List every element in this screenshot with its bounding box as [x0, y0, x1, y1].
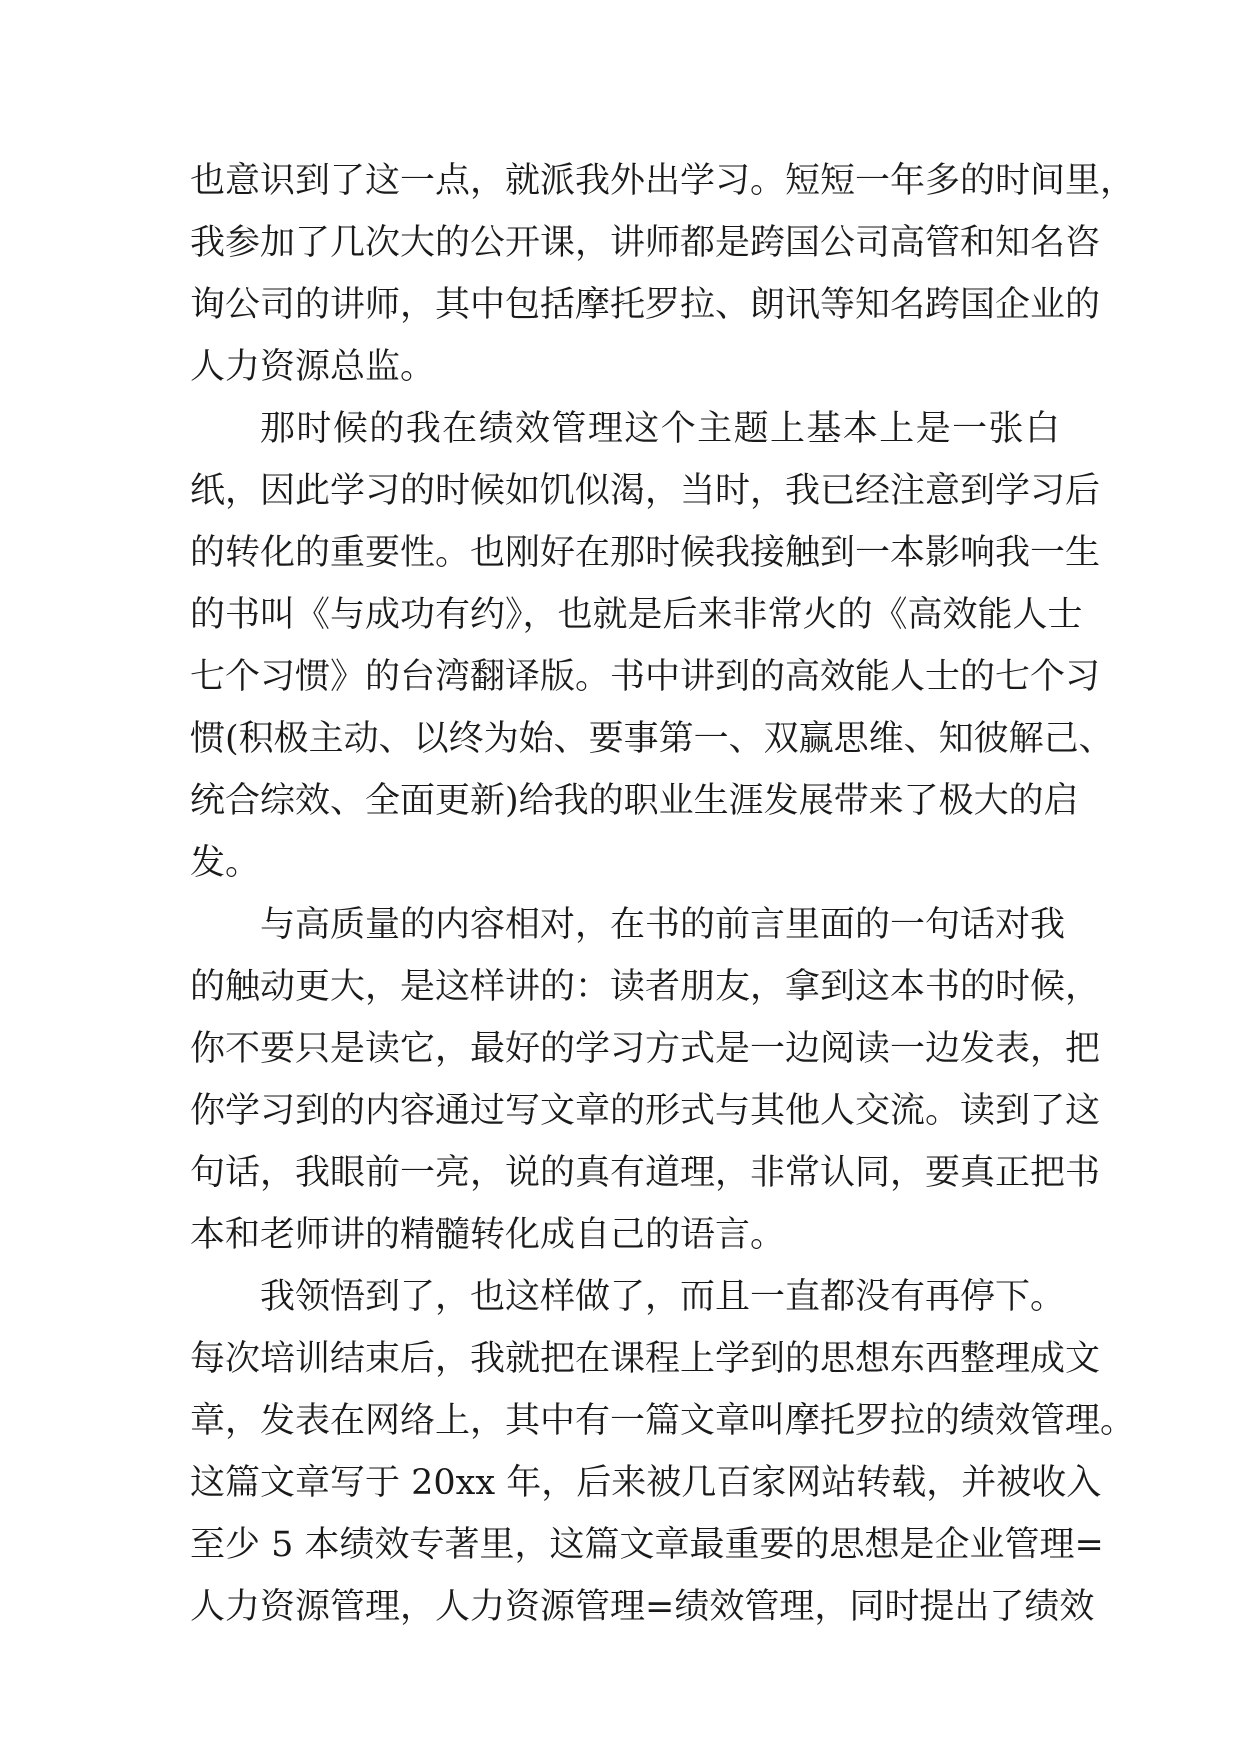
- text-line: 本和老师讲的精髓转化成自己的语言。: [190, 1215, 786, 1255]
- text-line: 句话，我眼前一亮，说的真有道理，非常认同，要真正把书: [190, 1153, 1101, 1193]
- text-line: 也意识到了这一点，就派我外出学习。短短一年多的时间里，: [190, 161, 1136, 201]
- text-line: 的转化的重要性。也刚好在那时候我接触到一本影响我一生: [190, 533, 1101, 573]
- text-line: 惯(积极主动、以终为始、要事第一、双赢思维、知彼解己、: [190, 719, 1114, 759]
- text-line: 至少 5 本绩效专著里，这篇文章最重要的思想是企业管理=: [190, 1525, 1104, 1565]
- text-line: 发。: [190, 843, 261, 883]
- text-line: 人力资源管理，人力资源管理=绩效管理，同时提出了绩效: [190, 1587, 1095, 1627]
- text-line: 人力资源总监。: [190, 347, 436, 387]
- text-line: 我领悟到了，也这样做了，而且一直都没有再停下。: [260, 1277, 1066, 1317]
- text-line: 章，发表在网络上，其中有一篇文章叫摩托罗拉的绩效管理。: [190, 1401, 1136, 1441]
- text-line: 每次培训结束后，我就把在课程上学到的思想东西整理成文: [190, 1339, 1101, 1379]
- text-line: 我参加了几次大的公开课，讲师都是跨国公司高管和知名咨: [190, 223, 1101, 263]
- text-line: 统合综效、全面更新)给我的职业生涯发展带来了极大的启: [190, 781, 1079, 821]
- text-line: 七个习惯》的台湾翻译版。书中讲到的高效能人士的七个习: [190, 657, 1101, 697]
- body-text: [190, 150, 1136, 1638]
- text-line: 这篇文章写于 20xx 年，后来被几百家网站转载，并被收入: [190, 1463, 1102, 1503]
- text-line: 询公司的讲师，其中包括摩托罗拉、朗讯等知名跨国企业的: [190, 285, 1101, 325]
- text-line: 与高质量的内容相对，在书的前言里面的一句话对我: [260, 905, 1066, 945]
- text-line: 你学习到的内容通过写文章的形式与其他人交流。读到了这: [190, 1091, 1101, 1131]
- text-line: 的触动更大，是这样讲的：读者朋友，拿到这本书的时候，: [190, 967, 1101, 1007]
- text-line: 的书叫《与成功有约》，也就是后来非常火的《高效能人士: [190, 595, 1083, 635]
- text-line: 你不要只是读它，最好的学习方式是一边阅读一边发表，把: [190, 1029, 1101, 1069]
- text-line: 纸，因此学习的时候如饥似渴，当时，我已经注意到学习后: [190, 471, 1101, 511]
- text-line: 那时候的我在绩效管理这个主题上基本上是一张白: [260, 409, 1060, 449]
